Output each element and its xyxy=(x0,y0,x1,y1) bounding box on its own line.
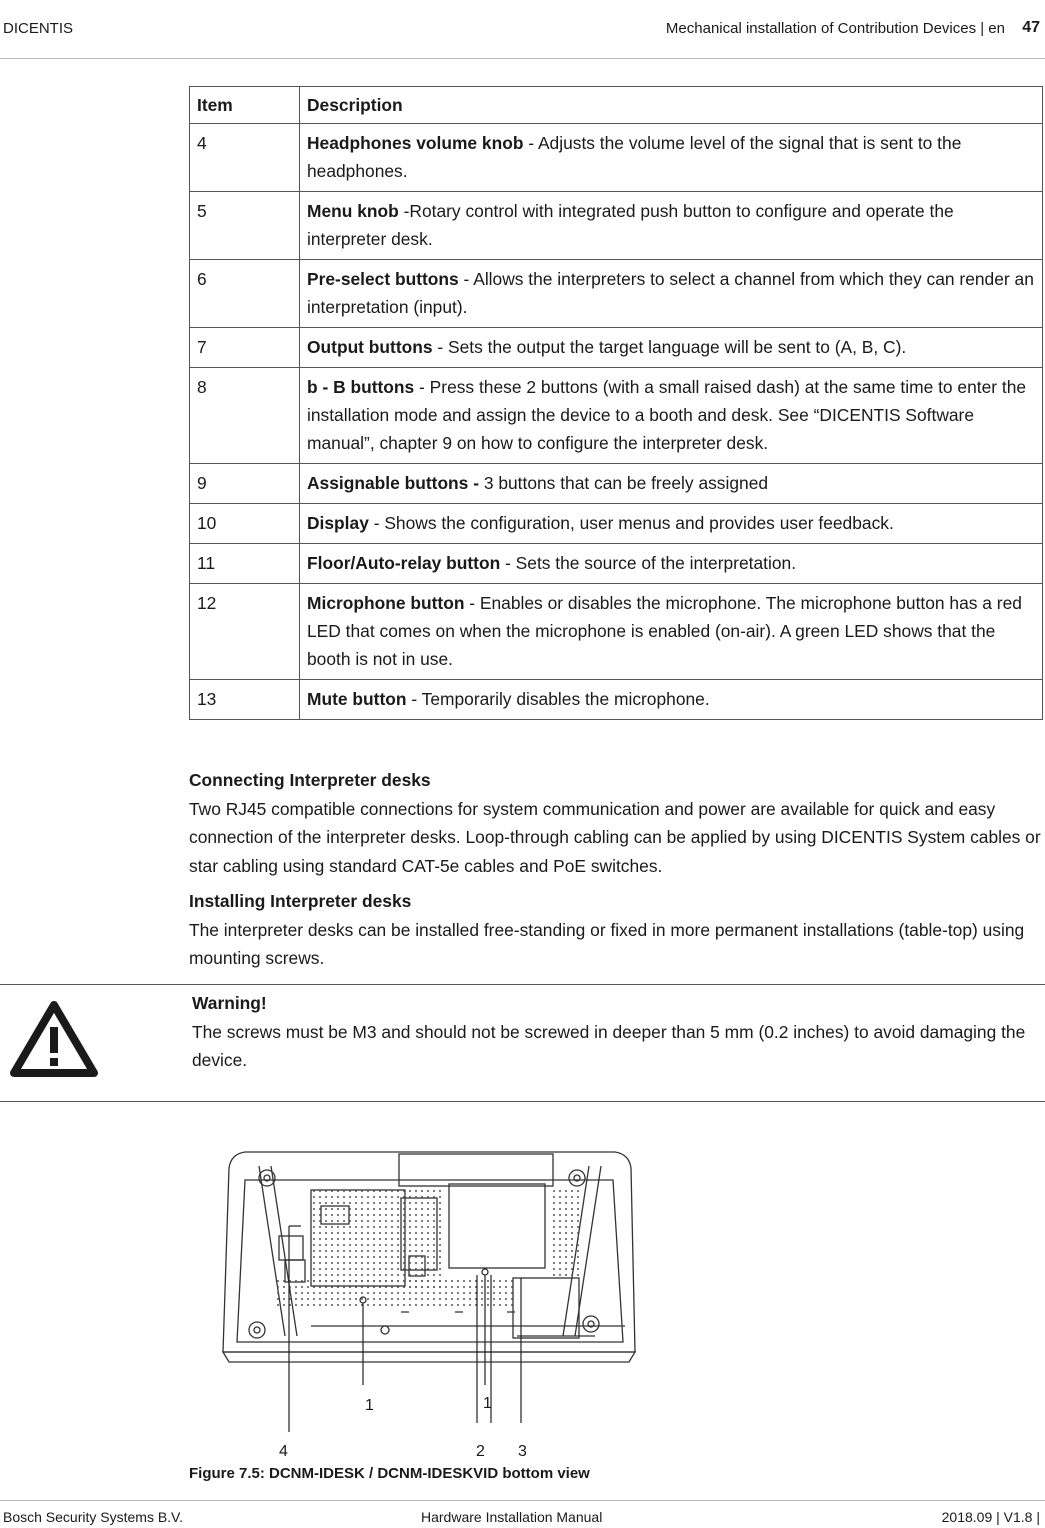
table-row xyxy=(190,544,1043,584)
table-row xyxy=(190,584,1043,680)
installing-section xyxy=(189,887,1045,973)
table-header-row xyxy=(190,87,1043,124)
item-description xyxy=(300,192,1043,260)
item-number: 13 xyxy=(190,680,300,720)
item-description xyxy=(300,504,1043,544)
item-text: - Sets the source of the interpretation. xyxy=(500,553,797,573)
items-table xyxy=(189,86,1043,720)
item-text: - Press these 2 buttons (with a small raised dash) at the same time to enter the installation mode and assign the device to a booth and desk. See “DICENTIS Software manual”, chapter 9 on how to configure the interpreter desk. xyxy=(307,377,1027,453)
item-description xyxy=(300,260,1043,328)
footer-company: Bosch Security Systems B.V. xyxy=(3,1509,183,1525)
item-text: - Adjusts the volume level of the signal that is sent to the headphones. xyxy=(307,133,962,181)
header-section: Mechanical installation of Contribution Devices | en xyxy=(665,20,1005,37)
section-body: Two RJ45 compatible connections for system communication and power are available for quick and easy connection of the interpreter desks. Loop-through cabling can be applied by using DICENTIS System cables or star cabling using standard CAT-5e cables and PoE switches. xyxy=(189,798,1041,876)
item-term: Mute button xyxy=(307,689,407,709)
callout-label: 3 xyxy=(518,1443,527,1460)
item-text: - Sets the output the target language will be sent to (A, B, C). xyxy=(432,337,907,357)
warning-triangle-icon xyxy=(10,999,98,1079)
table-row xyxy=(190,328,1043,368)
item-description xyxy=(300,680,1043,720)
footer-version: 2018.09 | V1.8 | xyxy=(941,1509,1040,1525)
section-body: The interpreter desks can be installed free-standing or fixed in more permanent installations (table-top) using mounting screws. xyxy=(189,919,1025,968)
item-term: Menu knob xyxy=(307,201,399,221)
item-text: - Allows the interpreters to select a channel from which they can render an interpretation (input). xyxy=(307,269,1034,317)
page-header xyxy=(0,0,1045,59)
item-number: 8 xyxy=(190,368,300,464)
warning-text xyxy=(192,989,1042,1075)
table-row xyxy=(190,680,1043,720)
connecting-section xyxy=(189,766,1045,880)
item-term: Microphone button xyxy=(307,593,465,613)
section-heading: Installing Interpreter desks xyxy=(189,891,412,911)
table-row xyxy=(190,504,1043,544)
item-text: - Enables or disables the microphone. The microphone button has a red LED that comes on when the microphone is enabled (on-air). A green LED shows that the booth is not in use. xyxy=(307,593,1022,669)
col-description-header: Description xyxy=(300,87,1043,124)
page-footer xyxy=(0,1500,1045,1528)
callout-label: 4 xyxy=(279,1443,288,1460)
item-description xyxy=(300,124,1043,192)
item-text: 3 buttons that can be freely assigned xyxy=(478,473,769,493)
item-number: 9 xyxy=(190,464,300,504)
item-number: 11 xyxy=(190,544,300,584)
callout-label: 1 xyxy=(365,1397,374,1414)
table-row xyxy=(190,260,1043,328)
item-description xyxy=(300,368,1043,464)
table-row xyxy=(190,124,1043,192)
item-number: 7 xyxy=(190,328,300,368)
item-text: -Rotary control with integrated push button to configure and operate the interpreter desk. xyxy=(307,201,954,249)
table-row xyxy=(190,464,1043,504)
item-description xyxy=(300,464,1043,504)
item-text: - Shows the configuration, user menus and provides user feedback. xyxy=(368,513,894,533)
footer-manual-title: Hardware Installation Manual xyxy=(421,1509,603,1525)
item-term: b - B buttons xyxy=(307,377,415,397)
page-number: 47 xyxy=(1022,19,1040,36)
item-text: - Temporarily disables the microphone. xyxy=(406,689,710,709)
item-description xyxy=(300,544,1043,584)
device-bottom-view-figure xyxy=(215,1140,645,1465)
item-number: 5 xyxy=(190,192,300,260)
warning-body: The screws must be M3 and should not be screwed in deeper than 5 mm (0.2 inches) to avoid damaging the device. xyxy=(192,1021,1026,1070)
item-term: Floor/Auto-relay button xyxy=(307,553,501,573)
item-number: 4 xyxy=(190,124,300,192)
figure-caption: Figure 7.5: DCNM-IDESK / DCNM-IDESKVID bottom view xyxy=(189,1465,590,1482)
item-term: Assignable buttons - xyxy=(307,473,479,493)
item-number: 12 xyxy=(190,584,300,680)
item-number: 6 xyxy=(190,260,300,328)
section-heading: Connecting Interpreter desks xyxy=(189,770,431,790)
callout-label: 2 xyxy=(476,1443,485,1460)
callout-label: 1 xyxy=(483,1395,492,1412)
table-row xyxy=(190,192,1043,260)
item-term: Output buttons xyxy=(307,337,433,357)
table-row xyxy=(190,368,1043,464)
warning-title: Warning! xyxy=(192,993,267,1013)
item-term: Pre-select buttons xyxy=(307,269,459,289)
warning-box xyxy=(0,984,1045,1102)
item-term: Headphones volume knob xyxy=(307,133,524,153)
header-product: DICENTIS xyxy=(3,20,74,37)
item-number: 10 xyxy=(190,504,300,544)
item-description xyxy=(300,584,1043,680)
item-term: Display xyxy=(307,513,369,533)
col-item-header: Item xyxy=(190,87,300,124)
item-description xyxy=(300,328,1043,368)
